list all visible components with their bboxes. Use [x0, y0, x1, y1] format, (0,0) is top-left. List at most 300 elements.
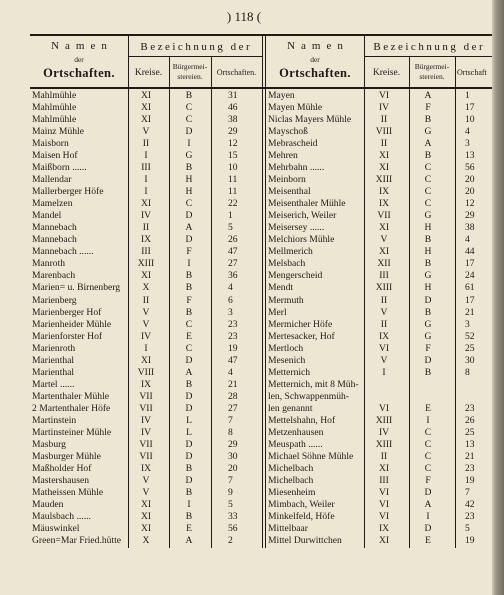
- ortschaft-number: 13: [465, 438, 475, 450]
- ortschaft-number: 17: [465, 102, 475, 114]
- ortschaft-number: 4: [228, 366, 233, 378]
- buergermeisterei-value: B: [185, 486, 193, 498]
- place-name: Meiserich, Weiler: [268, 210, 337, 222]
- kreis-value: II: [380, 294, 388, 306]
- place-name: Marienberg: [32, 294, 77, 306]
- kreis-value: XI: [378, 150, 390, 162]
- buergermeisterei-value: I: [187, 499, 191, 511]
- buergermeisterei-value: D: [185, 402, 193, 414]
- ortschaft-number: 24: [465, 270, 475, 282]
- place-name: Mahlmühle: [32, 90, 77, 101]
- ortschaft-number: 29: [228, 126, 238, 138]
- kreis-value: I: [144, 186, 148, 198]
- ortschaft-number: 56: [465, 162, 475, 174]
- place-name: Masburg: [32, 438, 66, 450]
- buergermeisterei-value: A: [424, 138, 432, 150]
- middle-double-rule: [262, 35, 263, 548]
- place-name: Matheissen Mühle: [32, 486, 104, 498]
- ortschaft-number: 23: [465, 462, 475, 474]
- kreis-value: V: [380, 354, 388, 366]
- kreis-value: V: [380, 306, 388, 318]
- buergermeisterei-value: D: [185, 126, 193, 138]
- buergermeisterei-value: C: [424, 450, 432, 462]
- header-ortschaften: Ortschaften.: [279, 66, 351, 80]
- buergermeisterei-value: D: [185, 450, 193, 462]
- place-name: Niclas Mayers Mühle: [268, 114, 352, 126]
- place-name: Maißborn ......: [32, 162, 87, 174]
- buergermeisterei-value: C: [424, 438, 432, 450]
- header-kreise: Kreise.: [372, 68, 401, 78]
- ortschaft-number: 4: [465, 234, 470, 246]
- kreis-value: II: [142, 222, 150, 234]
- buergermeisterei-value: B: [185, 162, 193, 174]
- place-name: Meisenthal: [268, 186, 311, 198]
- place-name: Michelbach: [268, 474, 314, 486]
- kreis-value: XI: [140, 102, 152, 114]
- place-name: Mermicher Höfe: [268, 318, 333, 330]
- buergermeisterei-value: I: [426, 511, 430, 523]
- ortschaft-number: 22: [228, 198, 238, 210]
- place-name: Mahlmühle: [32, 102, 77, 114]
- kreis-value: XI: [140, 354, 152, 366]
- kreis-value: VI: [378, 342, 390, 354]
- buergermeisterei-value: A: [424, 90, 432, 101]
- kreis-value: XI: [140, 198, 152, 210]
- ortschaft-number: 28: [228, 390, 238, 402]
- buergermeisterei-value: G: [424, 210, 432, 222]
- buergermeisterei-value: B: [424, 366, 432, 378]
- kreis-value: I: [144, 150, 148, 162]
- place-name: Marienthal: [32, 354, 75, 366]
- place-name: Melchiors Mühle: [268, 234, 335, 246]
- header-bezeichnung: Bezeichnung der: [373, 41, 486, 53]
- place-name: Mauden: [32, 499, 64, 511]
- kreis-value: I: [144, 174, 148, 186]
- place-name: Mannebach: [32, 234, 77, 246]
- ortschaft-number: 17: [465, 258, 475, 270]
- buergermeisterei-value: D: [185, 438, 193, 450]
- kreis-value: II: [142, 294, 150, 306]
- buergermeisterei-value: B: [185, 90, 193, 101]
- ortschaft-number: 21: [465, 450, 475, 462]
- buergermeisterei-value: B: [185, 306, 193, 318]
- buergermeisterei-value: B: [424, 234, 432, 246]
- kreis-value: III: [379, 270, 389, 282]
- kreis-value: VI: [378, 90, 390, 101]
- place-name: Maisborn: [32, 138, 69, 150]
- ortschaft-number: 44: [465, 246, 475, 258]
- ortschaft-number: 21: [228, 378, 238, 390]
- place-name: Meuspath ......: [268, 438, 323, 450]
- ortschaft-number: 47: [228, 246, 238, 258]
- ortschaft-number: 19: [465, 535, 475, 547]
- kreis-value: XI: [378, 222, 390, 234]
- buergermeisterei-value: G: [424, 330, 432, 342]
- ortschaft-number: 4: [228, 282, 233, 294]
- place-name: Mehren: [268, 150, 298, 162]
- ortschaft-number: 19: [228, 342, 238, 354]
- kreis-value: V: [142, 306, 150, 318]
- kreis-value: IX: [378, 198, 390, 210]
- buergermeisterei-value: A: [424, 499, 432, 511]
- ortschaft-number: 11: [228, 174, 238, 186]
- place-name: Marien= u. Birnenberg: [32, 282, 121, 294]
- place-name: Meisersey ......: [268, 222, 325, 234]
- kreis-value: I: [144, 342, 148, 354]
- kreis-value: VIII: [137, 366, 155, 378]
- place-name: Mellmerich: [268, 246, 313, 258]
- header-buergermeistereien-2: stereien.: [419, 72, 445, 81]
- kreis-value: V: [380, 234, 388, 246]
- ortschaft-number: 1: [465, 90, 470, 101]
- buergermeisterei-value: C: [185, 318, 193, 330]
- page-number: ) 118 (: [226, 9, 262, 24]
- kreis-value: VII: [377, 210, 391, 222]
- ortschaft-number: 5: [228, 499, 233, 511]
- place-name: Martenthaler Mühle: [32, 390, 109, 402]
- ortschaft-number: 23: [228, 330, 238, 342]
- buergermeisterei-value: A: [185, 535, 193, 547]
- ortschaft-number: 17: [465, 294, 475, 306]
- place-name: Mandel: [32, 210, 62, 222]
- ortschaft-number: 13: [465, 150, 475, 162]
- place-name: Marenbach: [32, 270, 76, 282]
- buergermeisterei-value: L: [186, 414, 192, 426]
- place-name: Mermuth: [268, 294, 304, 306]
- header-buergermeistereien-1: Bürgermei-: [172, 62, 208, 71]
- buergermeisterei-value: I: [187, 258, 191, 270]
- ortschaft-number: 23: [228, 318, 238, 330]
- buergermeisterei-value: B: [424, 306, 432, 318]
- kreis-value: II: [380, 450, 388, 462]
- kreis-value: XII: [377, 258, 391, 270]
- place-name: Michael Söhne Mühle: [268, 450, 354, 462]
- place-name: Martinsteiner Mühle: [32, 426, 112, 438]
- place-name: Mamelzen: [32, 198, 73, 210]
- place-name: Marienroth: [32, 342, 76, 354]
- buergermeisterei-value: D: [424, 486, 432, 498]
- buergermeisterei-value: C: [185, 102, 193, 114]
- middle-double-rule: [265, 35, 266, 548]
- buergermeisterei-value: E: [186, 523, 192, 535]
- header-bezeichnung: Bezeichnung der: [140, 41, 253, 53]
- ortschaft-number: 20: [465, 174, 475, 186]
- kreis-value: II: [380, 138, 388, 150]
- kreis-value: VI: [378, 486, 390, 498]
- place-name: Manroth: [32, 258, 66, 270]
- buergermeisterei-value: C: [424, 426, 432, 438]
- place-name: Michelbach: [268, 462, 314, 474]
- ortschaft-number: 23: [465, 511, 475, 523]
- place-name: Mastershausen: [32, 474, 90, 486]
- buergermeisterei-value: C: [424, 186, 432, 198]
- ortschaft-number: 7: [228, 414, 233, 426]
- ortschaft-number: 30: [228, 450, 238, 462]
- buergermeisterei-value: D: [185, 390, 193, 402]
- buergermeisterei-value: D: [185, 210, 193, 222]
- kreis-value: IV: [140, 426, 152, 438]
- ortschaft-number: 15: [228, 150, 238, 162]
- ortschaft-number: 12: [228, 138, 238, 150]
- place-name: Martinstein: [32, 414, 77, 426]
- ortschaft-number: 38: [465, 222, 475, 234]
- buergermeisterei-value: E: [425, 535, 431, 547]
- place-name: Mallerberger Höfe: [32, 186, 104, 198]
- ortschaft-number: 6: [228, 294, 233, 306]
- buergermeisterei-value: C: [424, 198, 432, 210]
- kreis-value: V: [142, 318, 150, 330]
- buergermeisterei-value: A: [185, 222, 193, 234]
- kreis-value: IV: [378, 426, 390, 438]
- buergermeisterei-value: F: [186, 246, 192, 258]
- buergermeisterei-value: H: [424, 282, 432, 294]
- buergermeisterei-value: A: [185, 366, 193, 378]
- buergermeisterei-value: E: [186, 330, 192, 342]
- buergermeisterei-value: B: [424, 114, 432, 126]
- ortschaft-number: 19: [465, 474, 475, 486]
- buergermeisterei-value: C: [185, 114, 193, 126]
- kreis-value: VI: [378, 511, 390, 523]
- ortschaft-number: 3: [465, 138, 470, 150]
- ortschaft-number: 61: [465, 282, 475, 294]
- place-name: Green=Mar Fried.hütte: [32, 535, 122, 547]
- kreis-value: XI: [140, 499, 152, 511]
- ortschaft-number: 27: [228, 258, 238, 270]
- ortschaft-number: 46: [228, 102, 238, 114]
- ortschaft-number: 8: [465, 366, 470, 378]
- ortschaft-number: 1: [228, 210, 233, 222]
- buergermeisterei-value: C: [185, 198, 193, 210]
- place-name: Marienheider Mühle: [32, 318, 112, 330]
- place-name: Mainz Mühle: [32, 126, 84, 138]
- buergermeisterei-value: B: [424, 258, 432, 270]
- kreis-value: XI: [140, 523, 152, 535]
- place-name: Miesenheim: [268, 486, 316, 498]
- place-name: Mäuswinkel: [32, 523, 80, 535]
- kreis-value: VI: [378, 499, 390, 511]
- buergermeisterei-value: C: [424, 462, 432, 474]
- ortschaft-number: 25: [465, 342, 475, 354]
- right-subheader-rule: [364, 56, 492, 57]
- place-name: Mendt: [268, 282, 294, 294]
- kreis-value: X: [142, 535, 150, 547]
- ortschaft-number: 26: [228, 234, 238, 246]
- kreis-value: VIII: [375, 126, 393, 138]
- ortschaft-number: 38: [228, 114, 238, 126]
- place-name: Melsbach: [268, 258, 306, 270]
- kreis-value: II: [142, 138, 150, 150]
- header-ortschaften-column: Ortschaft: [457, 68, 487, 77]
- buergermeisterei-value: E: [425, 402, 431, 414]
- ortschaft-number: 5: [228, 222, 233, 234]
- ortschaft-number: 9: [228, 486, 233, 498]
- buergermeisterei-value: G: [185, 150, 193, 162]
- header-namen: Namen: [51, 40, 113, 52]
- kreis-value: XI: [378, 462, 390, 474]
- top-rule: [30, 34, 492, 36]
- kreis-value: III: [141, 162, 151, 174]
- kreis-value: IX: [378, 186, 390, 198]
- ortschaft-number: 10: [228, 162, 238, 174]
- ortschaft-number: 7: [465, 486, 470, 498]
- ortschaft-number: 11: [228, 186, 238, 198]
- kreis-value: VII: [139, 402, 153, 414]
- ortschaft-number: 7: [228, 474, 233, 486]
- left-subheader-rule: [128, 56, 262, 57]
- buergermeisterei-value: C: [424, 174, 432, 186]
- kreis-value: IV: [140, 330, 152, 342]
- kreis-value: III: [379, 474, 389, 486]
- kreis-value: III: [141, 246, 151, 258]
- place-name: Mayen Mühle: [268, 102, 323, 114]
- buergermeisterei-value: D: [424, 354, 432, 366]
- kreis-value: IV: [378, 102, 390, 114]
- kreis-value: IX: [140, 462, 152, 474]
- ortschaft-number: 5: [465, 523, 470, 535]
- ortschaft-number: 10: [465, 114, 475, 126]
- header-der: der: [310, 55, 320, 64]
- buergermeisterei-value: D: [185, 234, 193, 246]
- buergermeisterei-value: F: [425, 342, 431, 354]
- kreis-value: II: [380, 318, 388, 330]
- ortschaft-number: 3: [465, 318, 470, 330]
- ortschaft-number: 42: [465, 499, 475, 511]
- place-name: Marienforster Hof: [32, 330, 103, 342]
- ortschaft-number: 21: [465, 306, 475, 318]
- ortschaft-number: 23: [465, 402, 475, 414]
- kreis-value: XI: [140, 511, 152, 523]
- kreis-value: VII: [139, 438, 153, 450]
- kreis-value: I: [382, 366, 386, 378]
- buergermeisterei-value: C: [185, 342, 193, 354]
- adjacent-page-edge: [492, 0, 504, 595]
- place-name: Mallendar: [32, 174, 72, 186]
- place-name: Mahlmühle: [32, 114, 77, 126]
- place-name: Marienthal: [32, 366, 75, 378]
- header-ortschaften: Ortschaften.: [43, 66, 115, 80]
- place-name: Mayschoß: [268, 126, 308, 138]
- buergermeisterei-value: D: [424, 294, 432, 306]
- header-ortschaften-column: Ortschaften.: [216, 68, 257, 77]
- place-name: Mannebach: [32, 222, 77, 234]
- buergermeisterei-value: D: [424, 523, 432, 535]
- kreis-value: X: [142, 282, 150, 294]
- place-name: Maulsbach ......: [32, 511, 91, 523]
- place-name: Marienberger Hof: [32, 306, 102, 318]
- buergermeisterei-value: B: [185, 270, 193, 282]
- ortschaft-number: 47: [228, 354, 238, 366]
- place-name: Metternich: [268, 366, 311, 378]
- place-name: Mimbach, Weiler: [268, 499, 335, 511]
- kreis-value: VII: [139, 450, 153, 462]
- kreis-value: XIII: [375, 282, 393, 294]
- buergermeisterei-value: I: [426, 414, 430, 426]
- buergermeisterei-value: B: [185, 511, 193, 523]
- buergermeisterei-value: H: [185, 186, 193, 198]
- kreis-value: IX: [140, 234, 152, 246]
- place-name: Meinborn: [268, 174, 306, 186]
- place-name: Mayen: [268, 90, 295, 101]
- kreis-value: XI: [378, 535, 390, 547]
- ortschaft-number: 29: [228, 438, 238, 450]
- place-name: Mertloch: [268, 342, 304, 354]
- kreis-value: V: [142, 474, 150, 486]
- place-name: Maisen Hof: [32, 150, 78, 162]
- ortschaft-number: 26: [465, 414, 475, 426]
- ortschaft-number: 36: [228, 270, 238, 282]
- ortschaft-number: 29: [465, 210, 475, 222]
- place-name: Meisenthaler Mühle: [268, 198, 346, 210]
- ortschaft-number: 4: [465, 126, 470, 138]
- header-kreise: Kreise.: [134, 68, 163, 78]
- kreis-value: XI: [378, 246, 390, 258]
- place-name: Mengerscheid: [268, 270, 323, 282]
- place-name: Martel ......: [32, 378, 75, 390]
- place-name: Minkelfeld, Höfe: [268, 511, 335, 523]
- place-name: Mittel Durwittchen: [268, 535, 342, 547]
- buergermeisterei-value: I: [187, 138, 191, 150]
- kreis-value: IX: [378, 330, 390, 342]
- place-name: Masburger Mühle: [32, 450, 101, 462]
- place-name: Mebrascheid: [268, 138, 318, 150]
- buergermeisterei-value: G: [424, 318, 432, 330]
- kreis-value: XI: [378, 162, 390, 174]
- buergermeisterei-value: D: [185, 354, 193, 366]
- kreis-value: XI: [140, 114, 152, 126]
- ortschaft-number: 2: [228, 535, 233, 547]
- place-name: len, Schwappenmüh-: [268, 390, 349, 402]
- ortschaft-number: 33: [228, 511, 238, 523]
- place-name: Metzenhausen: [268, 426, 324, 438]
- kreis-value: IV: [140, 414, 152, 426]
- buergermeisterei-value: H: [424, 246, 432, 258]
- kreis-value: IV: [140, 210, 152, 222]
- ortschaft-number: 20: [465, 186, 475, 198]
- buergermeisterei-value: H: [424, 222, 432, 234]
- buergermeisterei-value: F: [186, 294, 192, 306]
- kreis-value: XIII: [375, 438, 393, 450]
- header-der: der: [74, 55, 84, 64]
- header-namen: Namen: [287, 40, 349, 52]
- buergermeisterei-value: H: [185, 174, 193, 186]
- place-name: len genannt: [268, 402, 313, 414]
- kreis-value: XIII: [375, 174, 393, 186]
- kreis-value: II: [380, 114, 388, 126]
- ortschaft-number: 12: [465, 198, 475, 210]
- ortschaft-number: 8: [228, 426, 233, 438]
- ortschaft-number: 25: [465, 426, 475, 438]
- buergermeisterei-value: B: [424, 150, 432, 162]
- kreis-value: IX: [140, 378, 152, 390]
- place-name: Mesenich: [268, 354, 306, 366]
- kreis-value: XIII: [375, 414, 393, 426]
- place-name: Maßholder Hof: [32, 462, 92, 474]
- buergermeisterei-value: B: [185, 462, 193, 474]
- place-name: Merl: [268, 306, 287, 318]
- ortschaft-number: 30: [465, 354, 475, 366]
- kreis-value: XIII: [137, 258, 155, 270]
- buergermeisterei-value: L: [186, 426, 192, 438]
- place-name: Mehrbahn ......: [268, 162, 325, 174]
- place-name: Mertesacker, Hof: [268, 330, 335, 342]
- ortschaft-number: 27: [228, 402, 238, 414]
- header-buergermeistereien-1: Bürgermei-: [414, 62, 450, 71]
- place-name: Mannebach ......: [32, 246, 94, 258]
- buergermeisterei-value: B: [185, 378, 193, 390]
- place-name: Metternich, mit 8 Müh-: [268, 378, 359, 390]
- kreis-value: XI: [140, 90, 152, 101]
- kreis-value: IX: [378, 523, 390, 535]
